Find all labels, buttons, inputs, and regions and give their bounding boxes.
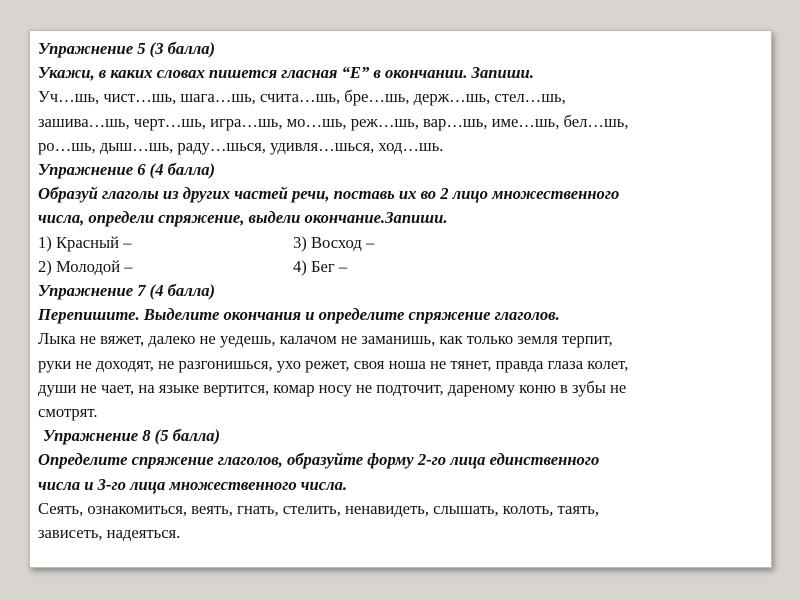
exercise-6-items-row bbox=[38, 255, 763, 279]
exercise-6-task-line: числа, определи спряжение, выдели окончание.Запиши. bbox=[38, 208, 448, 228]
exercise-8-task-line: числа и 3-го лица множественного числа. bbox=[38, 474, 348, 494]
exercise-8-text-line: зависеть, надеяться. bbox=[38, 523, 181, 543]
exercise-7-text-line: руки не доходят, не разгонишься, ухо режет, своя ноша не тянет, правда глаза колет, bbox=[38, 353, 629, 373]
exercise-7-text-line: смотрят. bbox=[38, 402, 98, 422]
exercise-7-task: Перепишите. Выделите окончания и определите спряжение глаголов. bbox=[38, 305, 560, 325]
exercise-6-item: 3) Восход – bbox=[293, 232, 375, 252]
exercise-6-task-line: Образуй глаголы из других частей речи, поставь их во 2 лицо множественного bbox=[38, 184, 620, 204]
exercise-7-title: Упражнение 7 (4 балла) bbox=[38, 281, 216, 301]
exercise-7-text-line: души не чает, на языке вертится, комар носу не подточит, дареному коню в зубы не bbox=[38, 377, 627, 397]
exercise-5-title: Упражнение 5 (3 балла) bbox=[38, 39, 216, 58]
exercise-6-item: 2) Молодой – bbox=[38, 256, 133, 276]
exercise-6-items-row bbox=[38, 231, 763, 255]
exercise-6-title: Упражнение 6 (4 балла) bbox=[38, 160, 216, 180]
worksheet-page bbox=[29, 30, 772, 568]
exercise-5-task: Укажи, в каких словах пишется гласная “Е” в окончании. Запиши. bbox=[38, 63, 534, 83]
exercise-5-words-line: ро…шь, дыш…шь, раду…шься, удивля…шься, ход…шь. bbox=[38, 135, 444, 155]
exercise-8-task-line: Определите спряжение глаголов, образуйте форму 2-го лица единственного bbox=[38, 450, 600, 470]
exercise-5-words-line: зашива…шь, черт…шь, игра…шь, мо…шь, реж…шь, вар…шь, име…шь, бел…шь, bbox=[38, 111, 629, 131]
exercise-8-title: Упражнение 8 (5 балла) bbox=[43, 426, 221, 446]
exercise-6-item: 4) Бег – bbox=[293, 256, 348, 276]
exercise-7-text-line: Лыка не вяжет, далеко не уедешь, калачом не заманишь, как только земля терпит, bbox=[38, 329, 613, 349]
exercise-5-words-line: Уч…шь, чист…шь, шага…шь, счита…шь, бре…шь, держ…шь, стел…шь, bbox=[38, 87, 566, 107]
exercise-6-item: 1) Красный – bbox=[38, 232, 132, 252]
exercise-8-text-line: Сеять, ознакомиться, веять, гнать, стелить, ненавидеть, слышать, колоть, таять, bbox=[38, 498, 599, 518]
